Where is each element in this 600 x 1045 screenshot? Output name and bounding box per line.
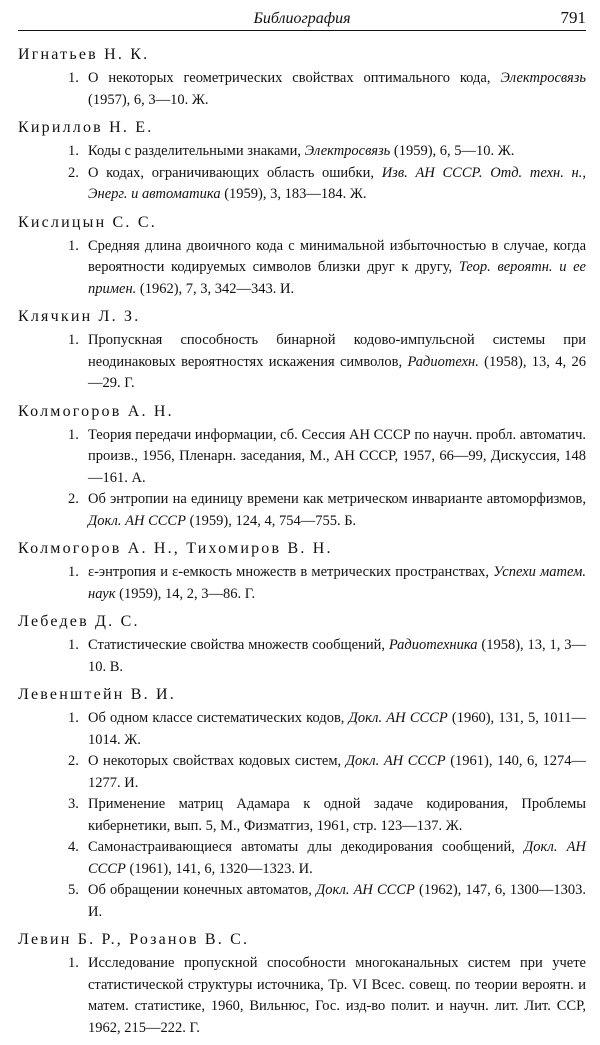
entry-details: (1959), 124, 4, 754—755. Б.	[185, 512, 357, 529]
entry-details: (1958), 13, 4, 26—29. Г.	[88, 353, 586, 391]
bibliography-list	[18, 44, 586, 1045]
entry-details: (1961), 140, 6, 1274—1277. И.	[88, 753, 586, 791]
bibliography-entry	[68, 708, 586, 751]
author-name: Левенштейн В. И.	[18, 686, 176, 703]
journal-title: Электросвязь	[304, 143, 391, 159]
entry-text: Коды с разделительными знаками,	[88, 143, 305, 159]
entry-number: 1.	[68, 710, 79, 726]
bibliography-entry	[68, 141, 586, 163]
entry-text: О кодах, ограничивающих область ошибки,	[88, 164, 382, 181]
entry-number: 1.	[68, 955, 79, 971]
author-group	[18, 684, 586, 923]
bibliography-entry	[68, 751, 586, 794]
running-title: Библиография	[253, 10, 351, 27]
author-name: Кислицын С. С.	[18, 213, 157, 231]
journal-title: Докл. АН СССР	[315, 882, 415, 898]
entry-details: (1959), 3, 183—184. Ж.	[220, 186, 367, 202]
bibliography-entry	[68, 330, 586, 395]
entry-number: 1.	[68, 237, 79, 254]
author-group	[18, 611, 586, 678]
entry-number: 1.	[68, 426, 79, 443]
entry-text: Об обращении конечных автоматов,	[88, 882, 316, 898]
entry-details: (1960), 131, 5, 1011—1014. Ж.	[88, 710, 586, 748]
journal-title: Теор. вероятн. и ее примен.	[88, 259, 586, 297]
journal-title: Радиотехн.	[407, 353, 479, 370]
entry-text: ε-энтропия и ε-емкость множеств в метрических пространствах,	[88, 564, 494, 580]
entry-number: 4.	[68, 839, 79, 855]
author-group	[18, 44, 586, 111]
bibliography-entry	[68, 953, 586, 1039]
entry-number: 2.	[68, 164, 79, 181]
entry-text: Теория передачи информации, сб. Сессия АН СССР по научн. пробл. автоматич. произв., 1956, Пленарн. заседания, М., АН СССР, 1957, 66—99, Дискуссия, 148—161. А.	[88, 426, 586, 486]
entry-text: О некоторых свойствах кодовых систем,	[88, 753, 346, 769]
bibliography-entry	[68, 880, 586, 923]
journal-title: Электросвязь	[500, 70, 586, 86]
author-name: Игнатьев Н. К.	[18, 46, 150, 63]
author-name: Колмогоров А. Н.	[18, 402, 174, 420]
entry-number: 1.	[68, 637, 79, 653]
entry-text: Пропускная способность бинарной кодово-импульсной системы при неодинаковых вероятностях искажения символов,	[88, 332, 586, 370]
bibliography-entry	[68, 837, 586, 880]
entry-text: О некоторых геометрических свойствах оптимального кода,	[88, 70, 501, 86]
entry-number: 1.	[68, 143, 79, 159]
entry-details: (1959), 14, 2, 3—86. Г.	[115, 585, 256, 602]
author-group	[18, 538, 586, 605]
author-group	[18, 306, 586, 395]
entry-number: 1.	[68, 70, 79, 86]
journal-title: Докл. АН СССР	[88, 839, 586, 877]
entry-text: Исследование пропускной способности многоканальных систем при учете статистической структуры источника, Тр. VI Всес. совещ. по теории вероятн. и матем. статистике, 1960, Вильнюс, Гос. изд-во полит. и научн. лит. Лит. ССР, 1962, 215—222. Г.	[88, 955, 586, 1036]
bibliography-entry	[68, 635, 586, 678]
journal-title: Радиотехника	[388, 637, 478, 653]
author-group	[18, 401, 586, 533]
page-number: 791	[560, 8, 586, 27]
entry-details: (1959), 6, 5—10. Ж.	[390, 143, 515, 159]
bibliography-entry	[68, 425, 586, 490]
entry-number: 3.	[68, 796, 79, 812]
header-rule	[18, 30, 586, 31]
entry-text: Об одном классе систематических кодов,	[88, 710, 349, 726]
journal-title: Докл. АН СССР	[88, 512, 186, 529]
entry-number: 2.	[68, 491, 79, 507]
journal-title: Докл. АН СССР	[345, 753, 446, 769]
author-name: Колмогоров А. Н., Тихомиров В. Н.	[18, 540, 333, 557]
author-group	[18, 929, 586, 1039]
journal-title: Изв. АН СССР. Отд. техн. н., Энерг. и автоматика	[88, 164, 586, 202]
entry-details: (1961), 141, 6, 1320—1323. И.	[125, 860, 313, 877]
entry-number: 1.	[68, 332, 79, 348]
entry-text: Средняя длина двоичного кода с минимальной избыточностью в случае, когда вероятности кодируемых символов близки друг к другу,	[88, 237, 586, 275]
author-group	[18, 117, 586, 206]
journal-title: Докл. АН СССР	[348, 710, 448, 726]
entry-details: (1962), 7, 3, 342—343. И.	[136, 280, 295, 297]
entry-number: 5.	[68, 882, 79, 898]
bibliography-entry	[68, 163, 586, 206]
entry-text: Применение матриц Адамара к одной задаче кодирования, Проблемы кибернетики, вып. 5, М., Физматгиз, 1961, стр. 123—137. Ж.	[88, 796, 586, 834]
bibliography-entry	[68, 489, 586, 532]
entry-text: Об энтропии на единицу времени как метрическом инварианте автоморфизмов,	[88, 491, 586, 507]
author-name: Клячкин Л. З.	[18, 308, 141, 325]
entry-text: Статистические свойства множеств сообщений,	[88, 637, 389, 653]
author-group	[18, 212, 586, 301]
author-name: Левин Б. Р., Розанов В. С.	[18, 931, 250, 948]
bibliography-entry	[68, 794, 586, 837]
entry-details: (1957), 6, 3—10. Ж.	[88, 91, 209, 108]
author-name: Лебедев Д. С.	[18, 613, 140, 630]
bibliography-entry	[68, 562, 586, 605]
entry-text: Самонастраивающиеся автоматы длы декодирования сообщений,	[88, 839, 524, 855]
journal-title: Успехи матем. наук	[88, 564, 586, 602]
entry-number: 1.	[68, 564, 79, 580]
author-name: Кириллов Н. Е.	[18, 119, 154, 136]
entry-details: (1958), 13, 1, 3—10. В.	[88, 637, 586, 675]
entry-number: 2.	[68, 753, 79, 769]
entry-details: (1962), 147, 6, 1300—1303. И.	[88, 882, 586, 920]
bibliography-entry	[68, 236, 586, 301]
running-header	[18, 6, 586, 32]
bibliography-entry	[68, 68, 586, 111]
